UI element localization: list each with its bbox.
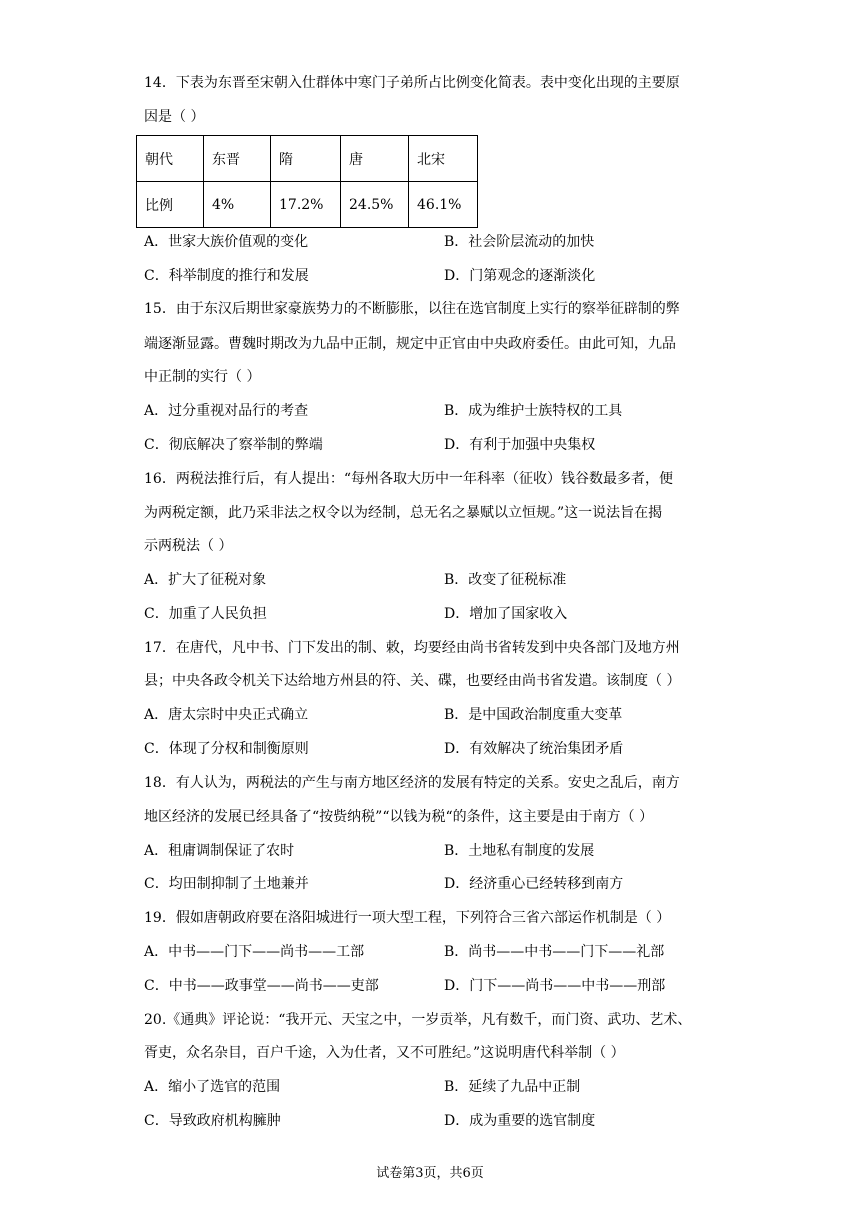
q17-option-d[interactable]: D．有效解决了统治集团矛盾 — [444, 741, 624, 757]
q16-option-c[interactable]: C．加重了人民负担 — [144, 606, 267, 622]
q17-option-b[interactable]: B．是中国政治制度重大变革 — [444, 707, 623, 723]
q16-option-b[interactable]: B．改变了征税标准 — [444, 572, 567, 588]
table-cell: 隋 — [271, 136, 341, 182]
q18-option-b[interactable]: B．土地私有制度的发展 — [444, 843, 595, 859]
q14-stem-line-2: 因是（ ） — [144, 109, 205, 125]
q14-option-d[interactable]: D．门第观念的逐渐淡化 — [444, 268, 596, 284]
q15-stem-line-3: 中正制的实行（ ） — [144, 369, 261, 385]
table-row — [137, 136, 478, 182]
table-cell: 17.2% — [271, 182, 341, 228]
q17-stem-line-1: 17．在唐代，凡中书、门下发出的制、敕，均要经由尚书省转发到中央各部门及地方州 — [144, 640, 680, 656]
q16-option-d[interactable]: D．增加了国家收入 — [444, 606, 568, 622]
q18-option-a[interactable]: A．租庸调制保证了农时 — [144, 843, 295, 859]
q20-option-c[interactable]: C．导致政府机构臃肿 — [144, 1113, 281, 1129]
q20-option-a[interactable]: A．缩小了选官的范围 — [144, 1079, 281, 1095]
q15-option-a[interactable]: A．过分重视对品行的考查 — [144, 403, 309, 419]
q15-option-c[interactable]: C．彻底解决了察举制的弊端 — [144, 437, 323, 453]
q16-stem-line-2: 为两税定额，此乃采非法之权令以为经制，总无名之暴赋以立恒规。”这一说法旨在揭 — [144, 505, 663, 521]
q18-stem-line-1: 18．有人认为，两税法的产生与南方地区经济的发展有特定的关系。安史之乱后，南方 — [144, 775, 680, 791]
q17-option-a[interactable]: A．唐太宗时中央正式确立 — [144, 707, 309, 723]
q19-option-d[interactable]: D．门下——尚书——中书——刑部 — [444, 978, 666, 994]
q20-stem-line-2: 胥吏，众名杂目，百户千途，入为仕者，又不可胜纪。”这说明唐代科举制（ ） — [144, 1045, 625, 1061]
q16-option-a[interactable]: A．扩大了征税对象 — [144, 572, 267, 588]
q17-option-c[interactable]: C．体现了分权和制衡原则 — [144, 741, 309, 757]
q19-stem-line-1: 19．假如唐朝政府要在洛阳城进行一项大型工程，下列符合三省六部运作机制是（ ） — [144, 910, 671, 926]
q18-stem-line-2: 地区经济的发展已经具备了“按赀纳税”“以钱为税“的条件，这主要是由于南方（ ） — [144, 809, 654, 825]
q15-stem-line-1: 15．由于东汉后期世家豪族势力的不断膨胀，以往在选官制度上实行的察举征辟制的弊 — [144, 301, 680, 317]
table-cell: 24.5% — [341, 182, 409, 228]
table-cell: 东晋 — [204, 136, 271, 182]
q16-stem-line-3: 示两税法（ ） — [144, 538, 233, 554]
table-cell: 唐 — [341, 136, 409, 182]
q15-option-d[interactable]: D．有利于加强中央集权 — [444, 437, 596, 453]
table-row — [137, 182, 478, 228]
q20-option-d[interactable]: D．成为重要的选官制度 — [444, 1113, 596, 1129]
q14-option-b[interactable]: B．社会阶层流动的加快 — [444, 234, 595, 250]
q17-stem-line-2: 县；中央各政令机关下达给地方州县的符、关、碟，也要经由尚书省发遣。该制度（ ） — [144, 673, 681, 689]
q14-stem-line-1: 14．下表为东晋至宋朝入仕群体中寒门子弟所占比例变化简表。表中变化出现的主要原 — [144, 75, 680, 91]
q19-option-c[interactable]: C．中书——政事堂——尚书——吏部 — [144, 978, 379, 994]
table-cell: 46.1% — [409, 182, 478, 228]
q14-ratio-table — [136, 135, 478, 228]
q18-option-c[interactable]: C．均田制抑制了土地兼并 — [144, 876, 309, 892]
q20-option-b[interactable]: B．延续了九品中正制 — [444, 1079, 581, 1095]
table-cell: 4% — [204, 182, 271, 228]
table-cell: 比例 — [137, 182, 204, 228]
q15-option-b[interactable]: B．成为维护士族特权的工具 — [444, 403, 623, 419]
q18-option-d[interactable]: D．经济重心已经转移到南方 — [444, 876, 624, 892]
q19-option-a[interactable]: A．中书——门下——尚书——工部 — [144, 944, 365, 960]
q16-stem-line-1: 16．两税法推行后，有人提出：“每州各取大历中一年科率（征收）钱谷数最多者，便 — [144, 471, 673, 487]
table-cell: 北宋 — [409, 136, 478, 182]
table-cell: 朝代 — [137, 136, 204, 182]
page-footer: 试卷第3页，共6页 — [376, 1166, 484, 1181]
q14-option-a[interactable]: A．世家大族价值观的变化 — [144, 234, 309, 250]
q19-option-b[interactable]: B．尚书——中书——门下——礼部 — [444, 944, 665, 960]
q14-option-c[interactable]: C．科举制度的推行和发展 — [144, 268, 309, 284]
q20-stem-line-1: 20.《通典》评论说：“我开元、天宝之中，一岁贡举，凡有数千，而门资、武功、艺术、 — [144, 1012, 692, 1028]
q15-stem-line-2: 端逐渐显露。曹魏时期改为九品中正制，规定中正官由中央政府委任。由此可知，九品 — [144, 336, 676, 352]
